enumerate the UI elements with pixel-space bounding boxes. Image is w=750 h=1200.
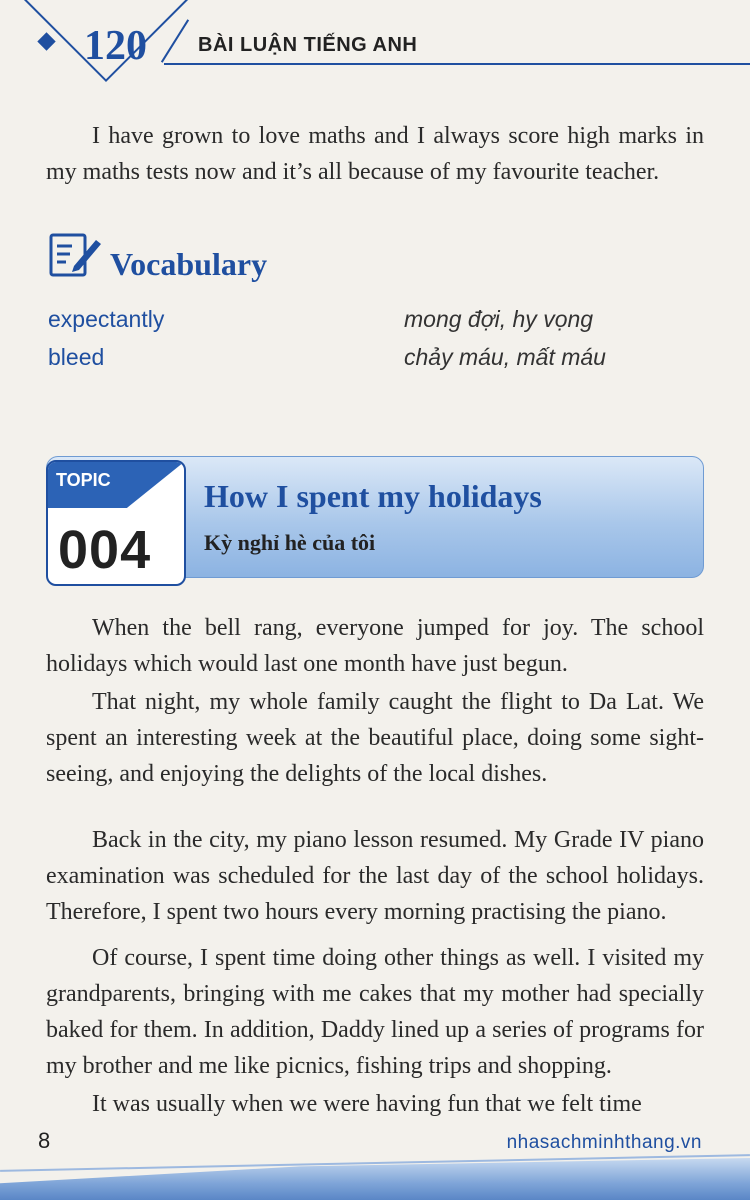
vocab-meaning: chảy máu, mất máu	[404, 344, 606, 370]
vocab-item	[48, 306, 708, 342]
topic-badge	[46, 460, 186, 586]
notepad-pencil-icon	[48, 232, 102, 280]
essay-paragraph: It was usually when we were having fun that we felt time	[92, 1091, 642, 1117]
vocab-meaning: mong đợi, hy vọng	[404, 306, 594, 332]
topic-number: 004	[58, 520, 152, 580]
page-number: 8	[38, 1128, 51, 1153]
footer-band	[0, 1158, 750, 1200]
vocab-word: expectantly	[48, 306, 165, 332]
header-pointer-icon	[37, 32, 55, 50]
vocab-word: bleed	[48, 344, 105, 370]
intro-paragraph: I have grown to love maths and I always score high marks in my maths tests now and it’s all because of my favourite teacher.	[46, 123, 704, 185]
header-rule	[164, 63, 750, 65]
vocab-item	[48, 344, 708, 380]
website-link: nhasachminhthang.vn	[506, 1132, 702, 1153]
essay-paragraph: That night, my whole family caught the flight to Da Lat. We spent an interesting week at the beautiful place, doing some sight-seeing, and enjoying the delights of the local dishes.	[46, 689, 704, 787]
essay-paragraph: Of course, I spent time doing other things as well. I visited my grandparents, bringing with me cakes that my mother had specially baked for them. In addition, Daddy lined up a series of programs for my brother and me like picnics, fishing trips and shopping.	[46, 945, 704, 1079]
header-divider	[161, 19, 189, 62]
topic-subtitle: Kỳ nghỉ hè của tôi	[204, 530, 376, 555]
essay-paragraph: Back in the city, my piano lesson resumed. My Grade IV piano examination was scheduled for the last day of the school holidays. Therefore, I spent two hours every morning practising the piano.	[46, 827, 704, 925]
book-number: 120	[84, 23, 147, 69]
vocabulary-heading: Vocabulary	[110, 246, 268, 282]
essay-paragraph: When the bell rang, everyone jumped for joy. The school holidays which would last one month have just begun.	[46, 615, 704, 677]
book-title: BÀI LUẬN TIẾNG ANH	[198, 34, 418, 56]
topic-label: TOPIC	[56, 470, 111, 490]
topic-title: How I spent my holidays	[204, 478, 542, 514]
